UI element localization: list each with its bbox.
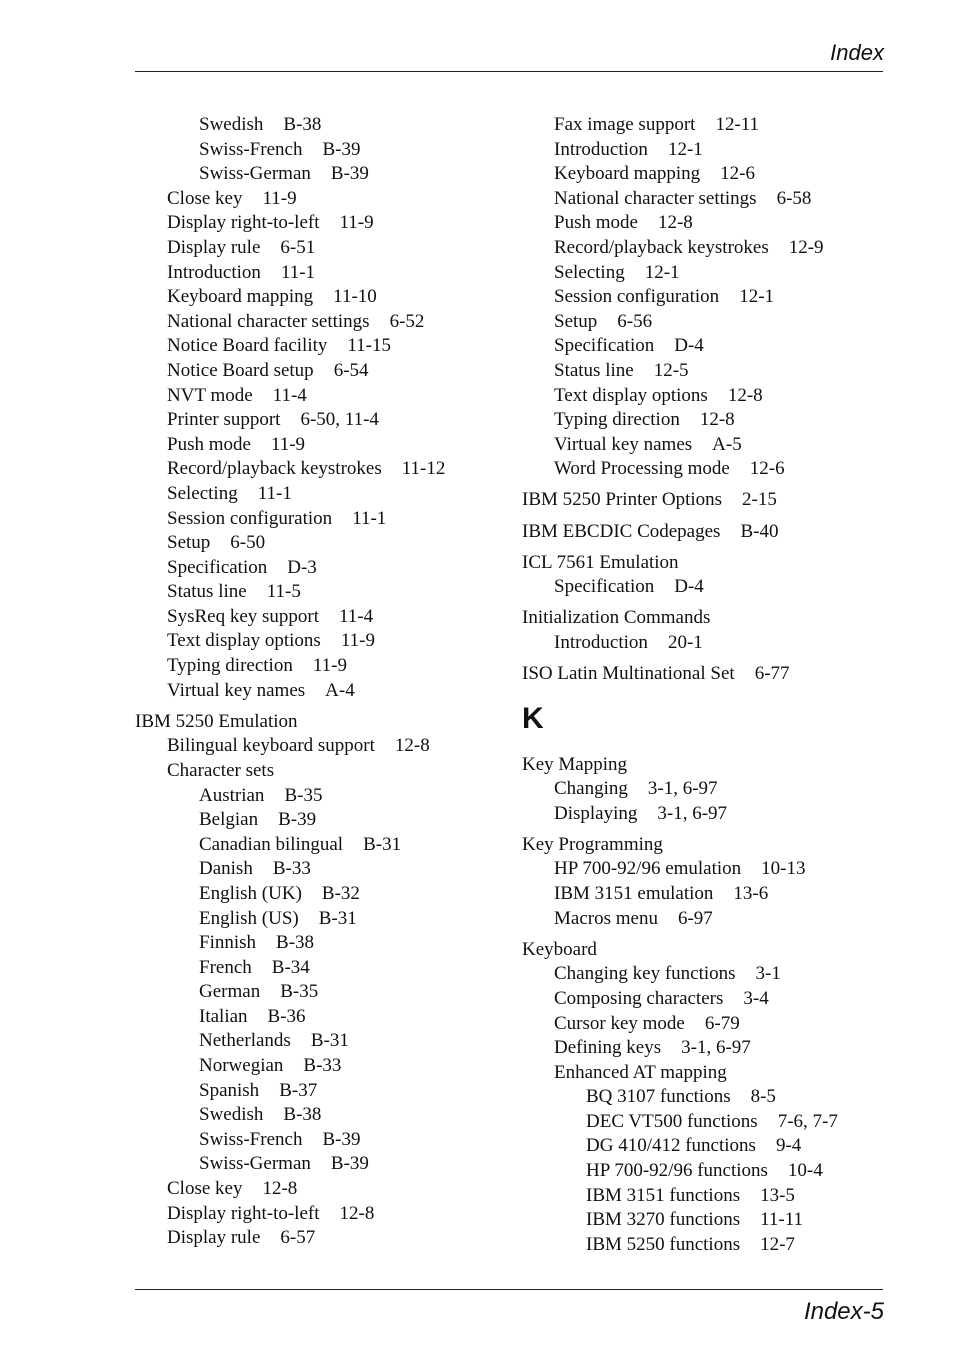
index-page-ref: D-4 — [674, 335, 704, 357]
index-page-ref: B-31 — [310, 1030, 349, 1052]
index-term: DEC VT500 functions — [586, 1110, 758, 1132]
index-page-ref: 10-4 — [787, 1160, 823, 1182]
index-entry — [135, 654, 500, 679]
index-term: Finnish — [199, 932, 257, 954]
index-page-ref: 6-50, 11-4 — [300, 409, 379, 431]
index-term: Swiss-German — [199, 1153, 311, 1175]
index-page-ref: B-39 — [278, 809, 317, 831]
index-page-ref: 10-13 — [761, 858, 806, 880]
index-entry — [522, 334, 892, 359]
index-entry — [135, 734, 500, 759]
index-entry — [135, 907, 500, 932]
index-entry — [522, 211, 892, 236]
index-entry — [135, 679, 500, 704]
index-entry — [522, 310, 892, 335]
index-term: Record/playback keystrokes — [167, 458, 382, 480]
index-entry — [135, 1054, 500, 1079]
index-entry — [522, 1061, 892, 1086]
index-entry — [522, 1036, 892, 1061]
index-term: IBM EBCDIC Codepages — [522, 520, 721, 542]
index-page-ref: B-31 — [363, 833, 402, 855]
page-number: Index-5 — [803, 1298, 884, 1325]
index-page-ref: B-33 — [303, 1055, 342, 1077]
index-page-ref: 12-9 — [788, 236, 824, 258]
header-rule — [135, 71, 883, 72]
index-entry — [135, 211, 500, 236]
index-term: Changing key functions — [554, 963, 736, 985]
index-page-ref: B-35 — [280, 981, 319, 1003]
index-term: ICL 7561 Emulation — [522, 551, 679, 573]
index-entry — [135, 236, 500, 261]
index-entry — [135, 629, 500, 654]
running-header-title: Index — [830, 40, 884, 65]
index-entry — [135, 334, 500, 359]
index-term: Notice Board facility — [167, 335, 328, 357]
index-page-ref: 6-56 — [617, 310, 653, 332]
index-page-ref: 3-1 — [755, 963, 781, 985]
index-page-ref: 12-5 — [653, 359, 689, 381]
index-entry — [522, 962, 892, 987]
index-entry — [135, 187, 500, 212]
index-page-ref: 6-77 — [754, 662, 790, 684]
index-page-ref: 11-4 — [272, 384, 307, 406]
index-term: Introduction — [554, 138, 648, 160]
index-term: Danish — [199, 858, 253, 880]
index-page-ref: 8-5 — [750, 1086, 776, 1108]
index-term: Session configuration — [554, 286, 720, 308]
index-page-ref: 6-54 — [333, 359, 369, 381]
index-page-ref: 12-7 — [760, 1233, 795, 1255]
index-page-ref: 11-15 — [347, 335, 392, 357]
index-page-ref: 6-51 — [280, 236, 316, 258]
index-term: IBM 5250 Emulation — [135, 710, 298, 732]
index-page-ref: 3-1, 6-97 — [657, 802, 728, 824]
index-term: Display right-to-left — [167, 212, 320, 234]
index-entry — [522, 575, 892, 600]
index-term: Text display options — [554, 384, 708, 406]
index-page-ref: B-34 — [271, 956, 310, 978]
index-entry — [135, 408, 500, 433]
index-page-ref: 6-52 — [389, 310, 425, 332]
index-entry — [135, 113, 500, 138]
index-entry — [135, 162, 500, 187]
index-page-ref: 7-6, 7-7 — [777, 1110, 838, 1132]
index-term: Push mode — [167, 433, 251, 455]
index-entry — [522, 488, 892, 513]
index-term: Cursor key mode — [554, 1012, 685, 1034]
index-page-ref: 12-8 — [394, 735, 430, 757]
index-entry — [522, 777, 892, 802]
index-term: Bilingual keyboard support — [167, 735, 375, 757]
index-term: Close key — [167, 187, 243, 209]
index-entry — [135, 605, 500, 630]
index-entry — [135, 857, 500, 882]
index-entry — [522, 359, 892, 384]
index-term: Swiss-German — [199, 163, 311, 185]
index-page-ref: 12-11 — [715, 114, 760, 135]
index-entry — [135, 384, 500, 409]
index-entry — [135, 556, 500, 581]
index-entry — [522, 987, 892, 1012]
index-entry — [135, 808, 500, 833]
index-entry — [135, 285, 500, 310]
index-entry — [522, 662, 892, 687]
index-entry — [135, 1079, 500, 1104]
index-page-ref: 6-79 — [704, 1012, 740, 1034]
index-entry — [135, 1029, 500, 1054]
index-term: Initialization Commands — [522, 607, 711, 629]
index-term: Belgian — [199, 809, 259, 831]
index-term: Specification — [554, 576, 655, 598]
index-page-ref: 6-58 — [776, 187, 812, 209]
index-term: Character sets — [167, 759, 275, 781]
index-term: IBM 3270 functions — [586, 1209, 741, 1231]
index-term: Display right-to-left — [167, 1202, 320, 1224]
index-term: Canadian bilingual — [199, 833, 344, 855]
index-entry — [135, 433, 500, 458]
index-entry — [135, 359, 500, 384]
index-term: Text display options — [167, 630, 321, 652]
index-term: Word Processing mode — [554, 458, 730, 480]
index-page-ref: 6-57 — [280, 1227, 316, 1249]
index-term: Selecting — [554, 261, 625, 283]
index-entry — [135, 1005, 500, 1030]
index-term: Key Programming — [522, 833, 663, 855]
index-page-ref: 11-1 — [352, 507, 387, 529]
index-entry — [135, 457, 500, 482]
index-page-ref: 12-8 — [699, 409, 735, 431]
index-page-ref: 3-1, 6-97 — [647, 778, 718, 800]
index-entry — [135, 980, 500, 1005]
index-page-ref: 3-1, 6-97 — [681, 1037, 751, 1059]
index-entry — [522, 433, 892, 458]
index-entry — [135, 759, 500, 784]
index-entry — [522, 1184, 892, 1209]
index-page-ref: 11-9 — [339, 212, 374, 234]
index-page-ref: 12-1 — [644, 261, 680, 283]
index-page-ref: 11-1 — [257, 482, 292, 504]
index-term: Notice Board setup — [167, 359, 314, 381]
index-entry — [522, 753, 892, 778]
index-entry — [135, 507, 500, 532]
index-term: Swiss-French — [199, 1128, 303, 1150]
index-term: Status line — [167, 581, 247, 603]
index-page-ref: 11-9 — [340, 630, 375, 652]
index-page-ref: B-38 — [276, 932, 315, 954]
index-term: BQ 3107 functions — [586, 1086, 731, 1108]
index-term: NVT mode — [167, 384, 253, 406]
index-term: DG 410/412 functions — [586, 1135, 756, 1157]
index-page-ref: B-39 — [330, 1153, 369, 1175]
index-page-ref: B-38 — [283, 1104, 322, 1126]
index-term: Display rule — [167, 236, 261, 258]
index-page-ref: 12-8 — [339, 1202, 375, 1224]
index-page-ref: B-38 — [283, 114, 322, 135]
index-term: Setup — [167, 532, 211, 554]
index-page-ref: 6-97 — [677, 907, 713, 929]
index-term: Selecting — [167, 482, 238, 504]
index-page-ref: B-39 — [322, 1128, 361, 1150]
index-term: Specification — [554, 335, 655, 357]
index-term: IBM 3151 emulation — [554, 883, 714, 905]
index-page-ref: B-37 — [279, 1079, 318, 1101]
index-entry — [135, 882, 500, 907]
index-entry — [522, 882, 892, 907]
index-entry — [522, 1110, 892, 1135]
index-term: Push mode — [554, 212, 638, 234]
index-page-ref: B-32 — [321, 882, 360, 904]
index-term: IBM 5250 functions — [586, 1233, 741, 1255]
index-entry — [522, 857, 892, 882]
index-term: SysReq key support — [167, 605, 319, 627]
index-page-ref: 12-8 — [262, 1178, 298, 1200]
index-term: Spanish — [199, 1079, 260, 1101]
index-term: Setup — [554, 310, 598, 332]
index-term: Key Mapping — [522, 753, 628, 775]
index-page-ref: 11-12 — [401, 458, 446, 480]
index-term: National character settings — [554, 187, 757, 209]
index-term: Changing — [554, 778, 628, 800]
index-term: Norwegian — [199, 1055, 284, 1077]
index-entry — [135, 1177, 500, 1202]
index-page-ref: B-35 — [284, 784, 323, 806]
index-term: French — [199, 956, 252, 978]
index-page-ref: 9-4 — [775, 1135, 802, 1157]
index-term: Italian — [199, 1005, 248, 1027]
index-list-right-bottom — [522, 753, 892, 1258]
index-entry — [522, 261, 892, 286]
index-entry — [135, 710, 500, 735]
index-page-ref: 12-1 — [739, 286, 775, 308]
index-column-left — [135, 113, 500, 1251]
index-page-ref: 6-50 — [230, 532, 266, 554]
index-term: Netherlands — [199, 1030, 291, 1052]
index-page-ref: B-31 — [318, 907, 357, 929]
index-page-ref: B-33 — [272, 858, 311, 880]
index-term: HP 700-92/96 functions — [586, 1160, 768, 1182]
index-entry — [135, 931, 500, 956]
index-term: Session configuration — [167, 507, 333, 529]
index-term: ISO Latin Multinational Set — [522, 662, 735, 684]
index-entry — [135, 1202, 500, 1227]
index-entry — [135, 784, 500, 809]
index-term: Defining keys — [554, 1037, 662, 1059]
index-term: Printer support — [167, 409, 281, 431]
index-page-ref: 12-6 — [720, 163, 755, 185]
index-entry — [135, 956, 500, 981]
index-entry — [522, 631, 892, 656]
index-entry — [522, 1208, 892, 1233]
index-entry — [522, 384, 892, 409]
index-page-ref: D-4 — [674, 576, 704, 598]
index-page-ref: 11-9 — [312, 655, 347, 677]
index-page-ref: 12-8 — [727, 384, 763, 406]
section-letter-heading: K — [522, 701, 544, 735]
index-page-ref: 11-5 — [266, 581, 301, 603]
index-term: Record/playback keystrokes — [554, 236, 769, 258]
index-page-ref: B-40 — [740, 520, 779, 542]
index-page-ref: 13-5 — [760, 1184, 795, 1206]
index-page-ref: D-3 — [287, 556, 317, 578]
index-entry — [135, 482, 500, 507]
index-term: Keyboard mapping — [554, 163, 701, 185]
index-page-ref: 12-6 — [749, 458, 785, 480]
index-term: Keyboard — [522, 938, 597, 960]
index-term: HP 700-92/96 emulation — [554, 858, 742, 880]
index-term: Swedish — [199, 1104, 264, 1126]
index-entry — [135, 1226, 500, 1251]
index-term: Macros menu — [554, 907, 658, 929]
index-page-ref: 3-4 — [743, 987, 769, 1009]
index-entry — [135, 1103, 500, 1128]
index-entry — [522, 1233, 892, 1258]
index-term: Introduction — [167, 261, 261, 283]
index-term: Displaying — [554, 802, 638, 824]
index-entry — [135, 1152, 500, 1177]
index-entry — [522, 285, 892, 310]
index-page-ref: 11-1 — [280, 261, 316, 283]
index-term: Close key — [167, 1178, 243, 1200]
index-term: Swiss-French — [199, 138, 303, 160]
index-page-ref: 12-8 — [657, 212, 693, 234]
index-term: English (US) — [199, 907, 299, 929]
index-entry — [135, 531, 500, 556]
index-entry — [522, 520, 892, 545]
index-entry — [522, 408, 892, 433]
index-entry — [522, 1085, 892, 1110]
index-term: Keyboard mapping — [167, 286, 314, 308]
index-term: Typing direction — [554, 409, 680, 431]
index-entry — [135, 261, 500, 286]
index-term: Typing direction — [167, 655, 293, 677]
index-list-right-top — [522, 113, 892, 687]
index-entry — [522, 138, 892, 163]
index-term: Fax image support — [554, 114, 696, 135]
index-term: IBM 3151 functions — [586, 1184, 741, 1206]
index-page-ref: B-36 — [267, 1005, 306, 1027]
index-page-ref: 11-9 — [262, 187, 297, 209]
index-entry — [135, 138, 500, 163]
index-entry — [522, 236, 892, 261]
index-page-ref: 11-10 — [333, 286, 377, 308]
index-term: English (UK) — [199, 882, 302, 904]
index-page-ref: 13-6 — [733, 883, 769, 905]
index-entry — [522, 606, 892, 631]
index-entry — [522, 113, 892, 138]
index-entry — [522, 833, 892, 858]
index-term: Display rule — [167, 1227, 261, 1249]
index-entry — [135, 310, 500, 335]
index-entry — [522, 1159, 892, 1184]
index-entry — [522, 802, 892, 827]
index-page-ref: 12-1 — [667, 138, 703, 160]
index-page-ref: 20-1 — [667, 631, 703, 653]
index-entry — [522, 457, 892, 482]
index-term: Virtual key names — [554, 433, 693, 455]
index-entry — [522, 938, 892, 963]
index-page-ref: A-4 — [325, 679, 355, 701]
index-term: German — [199, 981, 261, 1003]
index-page-ref: 2-15 — [742, 489, 777, 511]
footer-rule — [135, 1289, 883, 1290]
index-term: Introduction — [554, 631, 648, 653]
index-column-right — [522, 113, 892, 1257]
index-entry — [522, 1012, 892, 1037]
index-page-ref: 11-9 — [270, 433, 306, 455]
index-entry — [522, 162, 892, 187]
index-entry — [522, 551, 892, 576]
index-term: Austrian — [199, 784, 265, 806]
index-entry — [522, 1134, 892, 1159]
index-page-ref: B-39 — [322, 138, 361, 160]
index-page-ref: A-5 — [712, 433, 742, 455]
index-entry — [522, 187, 892, 212]
index-term: IBM 5250 Printer Options — [522, 489, 723, 511]
index-term: Enhanced AT mapping — [554, 1061, 727, 1083]
index-term: Composing characters — [554, 987, 724, 1009]
index-term: Virtual key names — [167, 679, 306, 701]
index-page-ref: B-39 — [330, 163, 369, 185]
index-entry — [135, 1128, 500, 1153]
index-entry — [135, 580, 500, 605]
index-entry — [522, 907, 892, 932]
index-entry — [135, 833, 500, 858]
index-term: Swedish — [199, 114, 264, 135]
index-term: Specification — [167, 556, 268, 578]
index-page-ref: 11-11 — [760, 1209, 804, 1231]
index-term: National character settings — [167, 310, 370, 332]
index-page-ref: 11-4 — [339, 605, 374, 627]
index-term: Status line — [554, 359, 634, 381]
